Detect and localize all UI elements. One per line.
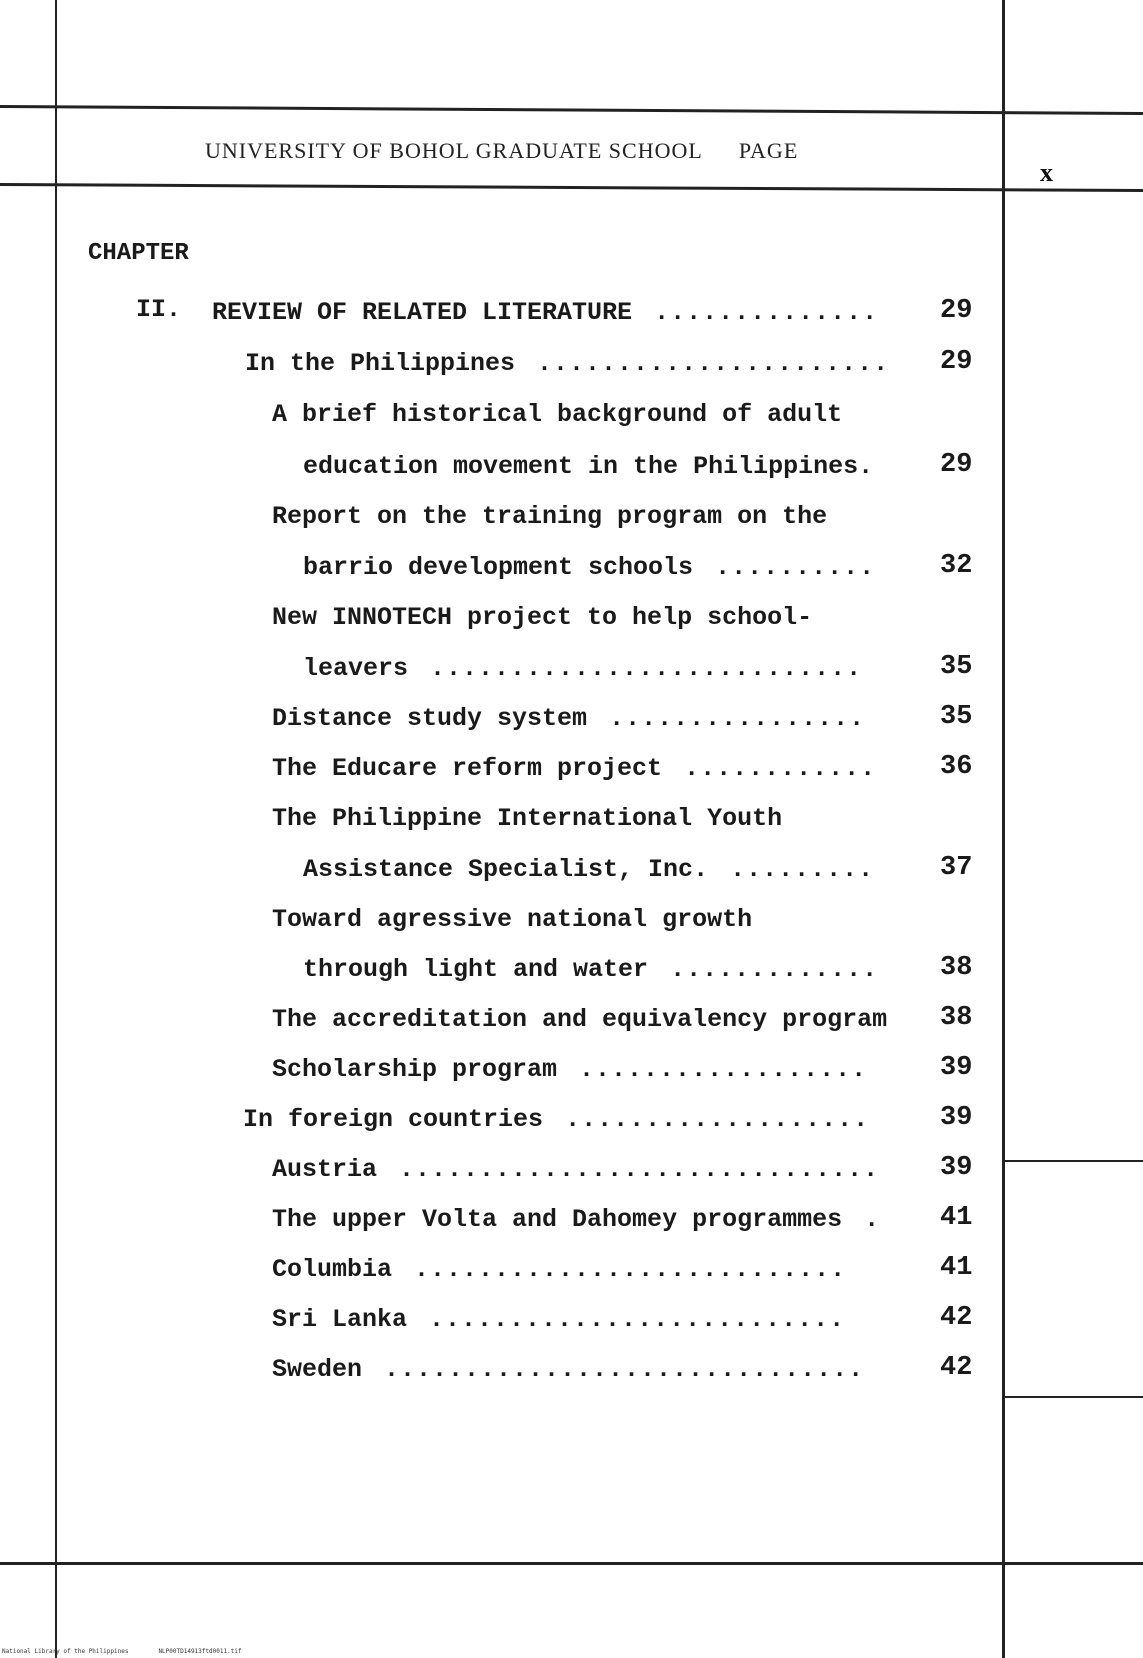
toc-entry-title: leavers	[303, 654, 409, 683]
toc-entry	[272, 804, 782, 834]
header-rule	[0, 183, 1143, 192]
toc-entry	[272, 1355, 864, 1385]
toc-entry	[303, 452, 873, 482]
toc-entry	[303, 855, 874, 885]
toc-entry-page-number: 39	[940, 1053, 973, 1083]
toc-entry-leader-dots: .........	[730, 855, 875, 884]
toc-entry-title: The Educare reform project	[272, 754, 663, 783]
toc-entry-title: Assistance Specialist, Inc.	[303, 855, 709, 884]
toc-entry	[245, 349, 889, 379]
toc-entry-title: Distance study system	[272, 704, 588, 733]
toc-entry-title: The upper Volta and Dahomey programmes	[272, 1205, 843, 1234]
toc-entry-leader-dots: ...........................	[414, 1255, 847, 1284]
toc-entry-title: barrio development schools	[303, 553, 694, 582]
toc-entry-page-number: 41	[940, 1203, 973, 1233]
toc-entry	[272, 1005, 887, 1035]
toc-entry	[272, 754, 876, 784]
margin-mark: x	[1040, 158, 1053, 187]
scan-footer	[2, 1648, 242, 1655]
header-page-label: PAGE	[738, 138, 799, 163]
toc-entry	[303, 955, 878, 985]
toc-entry-page-number: 36	[940, 752, 973, 782]
toc-entry-leader-dots: .............	[670, 955, 879, 984]
toc-entry-title: Sri Lanka	[272, 1305, 408, 1334]
toc-entry-title: New INNOTECH project to help school-	[272, 603, 813, 632]
toc-entry-title: Austria	[272, 1155, 378, 1184]
toc-entry-title: In foreign countries	[243, 1105, 544, 1134]
bottom-rule	[0, 1562, 1143, 1565]
chapter-column-label: CHAPTER	[88, 240, 189, 267]
toc-entry-leader-dots: ..............................	[384, 1355, 865, 1384]
toc-entry-title: Report on the training program on the	[272, 502, 828, 531]
toc-entry-title: REVIEW OF RELATED LITERATURE	[212, 298, 633, 327]
toc-entry-page-number: 32	[940, 551, 973, 581]
toc-entry-page-number: 29	[940, 296, 973, 326]
toc-entry-page-number: 35	[940, 702, 973, 732]
toc-entry-leader-dots: ...................	[565, 1105, 870, 1134]
toc-entry-page-number: 39	[940, 1153, 973, 1183]
toc-entry-title: A brief historical background of adult	[272, 400, 843, 429]
left-rule	[55, 0, 57, 1658]
toc-entry	[272, 400, 842, 430]
toc-entry	[272, 1205, 880, 1235]
toc-entry-leader-dots: ..........	[715, 553, 876, 582]
toc-entry-leader-dots: ..............................	[399, 1155, 880, 1184]
toc-entry	[272, 603, 812, 633]
margin-stub-2	[1005, 1396, 1143, 1398]
toc-entry-page-number: 37	[940, 853, 973, 883]
right-rule	[1002, 0, 1005, 1658]
margin-stub-1	[1005, 1160, 1143, 1162]
toc-entry-page-number: 39	[940, 1103, 973, 1133]
toc-entry-page-number: 29	[940, 347, 973, 377]
toc-entry	[243, 1105, 869, 1135]
toc-entry	[303, 553, 875, 583]
toc-entry-title: Toward agressive national growth	[272, 905, 753, 934]
toc-entry-page-number: 38	[940, 953, 973, 983]
toc-entry-title: Sweden	[272, 1355, 363, 1384]
toc-entry	[272, 502, 827, 532]
toc-entry-page-number: 41	[940, 1253, 973, 1283]
toc-entry-leader-dots: ......................	[537, 349, 890, 378]
toc-entry	[272, 1155, 879, 1185]
toc-entry-leader-dots: ..................	[579, 1055, 868, 1084]
toc-entry-title: through light and water	[303, 955, 649, 984]
toc-entry-title: Scholarship program	[272, 1055, 558, 1084]
footer-file: NLP00TD14913ftd0011.tif	[158, 1648, 242, 1655]
toc-entry-title: The accreditation and equivalency program	[272, 1005, 888, 1034]
toc-entry-leader-dots: ..............	[654, 298, 879, 327]
toc-entry	[272, 1055, 867, 1085]
toc-entry-title: In the Philippines	[245, 349, 516, 378]
toc-entry-page-number: 29	[940, 450, 973, 480]
toc-entry-title: education movement in the Philippines.	[303, 452, 874, 481]
toc-entry-leader-dots: ...........................	[430, 654, 863, 683]
toc-entry	[272, 905, 752, 935]
toc-entry	[303, 654, 862, 684]
toc-entry-title: The Philippine International Youth	[272, 804, 783, 833]
toc-entry-page-number: 38	[940, 1003, 973, 1033]
footer-library: National Library of the Philippines	[2, 1648, 129, 1655]
toc-entry-page-number: 35	[940, 652, 973, 682]
toc-entry-leader-dots: ............	[684, 754, 877, 783]
toc-entry-page-number: 42	[940, 1353, 973, 1383]
top-rule	[0, 105, 1143, 115]
toc-entry-leader-dots: ................	[609, 704, 866, 733]
toc-entry	[272, 1255, 846, 1285]
toc-entry-title: Columbia	[272, 1255, 393, 1284]
chapter-number: II.	[136, 295, 182, 324]
page-header	[205, 138, 845, 164]
toc-entry-leader-dots: ..........................	[429, 1305, 846, 1334]
toc-entry-leader-dots: .	[864, 1205, 881, 1234]
header-title: UNIVERSITY OF BOHOL GRADUATE SCHOOL	[205, 138, 703, 163]
toc-entry	[272, 1305, 845, 1335]
toc-entry	[212, 298, 878, 328]
toc-entry	[272, 704, 865, 734]
toc-entry-page-number: 42	[940, 1303, 973, 1333]
